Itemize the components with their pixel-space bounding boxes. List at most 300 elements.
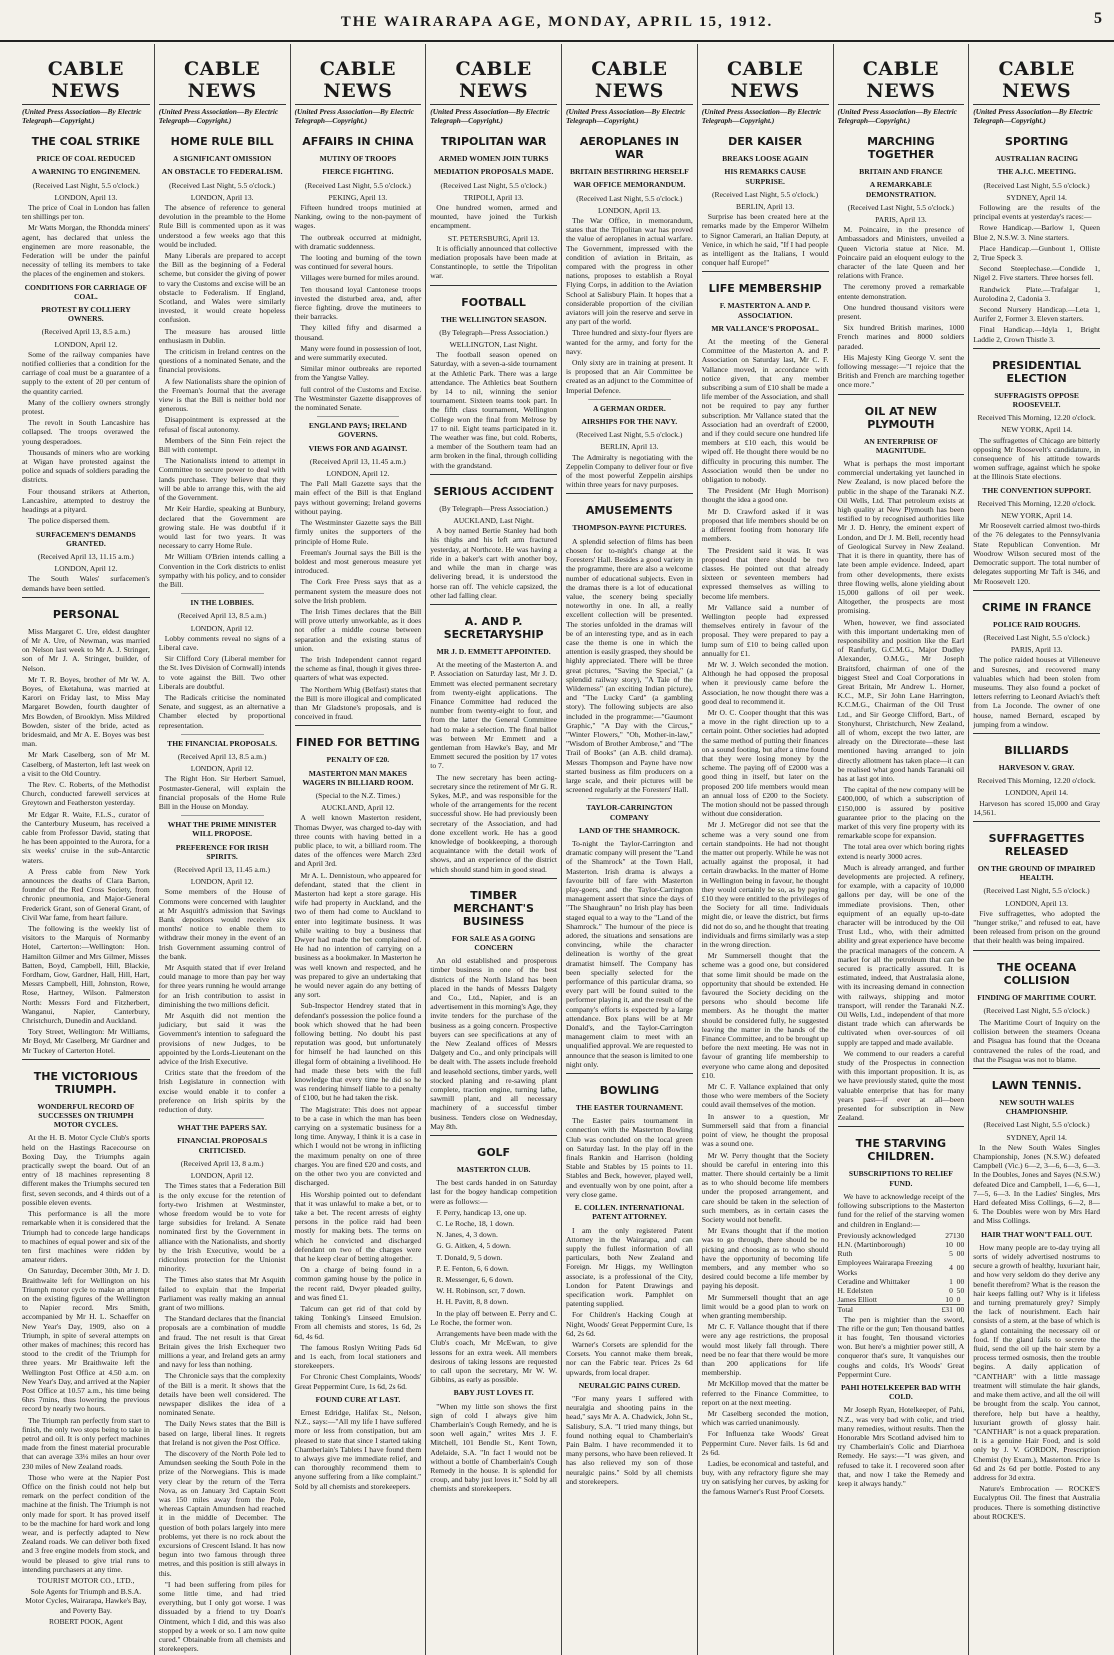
article-paragraph: C. Le Roche, 18, 1 down.: [436, 1219, 515, 1229]
article-subheading: PREFERENCE FOR IRISH SPIRITS.: [175, 842, 269, 861]
column-3: [290, 44, 426, 1655]
article-headline: TRIPOLITAN WAR: [440, 135, 547, 149]
dateline: PEKING, April 13.: [328, 192, 388, 202]
article-subheading: PAHI HOTELKEEPER BAD WITH COLD.: [840, 1382, 961, 1402]
dateline: SYDNEY, April 14.: [1006, 1132, 1067, 1142]
received-line: (Received Last Night, 5.5 o'clock.): [169, 180, 276, 190]
article-paragraph: The Times states that a Federation Bill is the only excuse for the retention of forty-two Irishmen at Westminster, whose freedom would be to vote for large subsidies for Ireland. A Senate nominated first by the Government in alliance with the Nationalists, and shortly by the Irish Executive, would be a ridiculous protection for the Unionist minority.: [158, 1181, 286, 1274]
article-paragraph: Warner's Corsets are splendid for the Corsets. You cannot make them break, nor can the Fabric tear. Prices 2s 6d upwards, from local draper.: [566, 1339, 693, 1377]
article-paragraph: Sir Clifford Cory (Liberal member for the St. Ives Division of Cornwall) intends to vote against the Bill. Two other Liberals are doubtful.: [158, 654, 286, 691]
article-paragraph: Mr William O'Brien intends calling a Convention in the Cork districts to enlist sympathy with his policy, and to consider the Bill.: [158, 552, 286, 589]
article-subheading: FIERCE FIGHTING.: [322, 167, 394, 177]
article-paragraph: Mr J. McGregor did not see that the scheme was a very sound one from certain standpoints. He had not thought the matter out properly. While he was not actually against the proposal, it had certain drawbacks. In the matter of Home in Wellington being in favour, he thought they would certainly be so, as by paying £10 they were entitled to the privileges of the Society for all time. Individuals might die, or leave the district, but firms did not do so, and he thought that treating individuals and firms similarly was a step in the wrong direction.: [701, 820, 829, 950]
article-subheading: WHAT THE PRIME MINISTER WILL PROPOSE.: [167, 820, 277, 839]
article-paragraph: Talcum can get rid of that cold by taking Tonking's Linseed Emulsion. From all chemists and stores, 1s 6d, 2s 6d, 4s 6d.: [294, 1303, 422, 1341]
table-cell: H.N. (Martinborough): [837, 1239, 906, 1249]
received-line: (Received April 13, 8.5 a.m.): [177, 611, 267, 621]
article-subheading: ENGLAND PAYS; IRELAND GOVERNS.: [308, 421, 407, 440]
article-paragraph: One hundred women, armed and mounted, have joined the Turkish encampment.: [430, 203, 557, 231]
article-headline: AEROPLANES IN WAR: [579, 135, 679, 162]
article-paragraph: The Rev. C. Roberts, of the Methodist Church, conducted farewell services at Greytown and Featherston yesterday.: [22, 779, 150, 808]
received-line: (Received Last Night, 5.5 o'clock.): [983, 632, 1090, 642]
received-line: (Received April 13, 11.45 a.m.): [309, 456, 406, 466]
received-line: (Special to the N.Z. Times.): [315, 790, 401, 800]
dateline: LONDON, April 13.: [1005, 898, 1069, 908]
article-subheading: AN OBSTACLE TO FEDERALISM.: [161, 167, 283, 177]
page-number: 5: [1094, 10, 1102, 27]
article-headline: THE VICTORIOUS TRIUMPH.: [33, 1069, 139, 1096]
article-subheading: CONDITIONS FOR CARRIAGE OF COAL.: [24, 282, 148, 301]
article-paragraph: Final Handicap.—Idyla 1, Bright Laddie 2, Crown Thistle 3.: [973, 325, 1100, 344]
article-paragraph: The police raided houses at Villeneuve and Suresnes, and recovered many valuables which had been stolen from museums. They also found a pocket of letters referring to Leonard Aviach's theft from La Joconde. The owner of one house, named Bernard, escaped by jumping from a window.: [973, 655, 1100, 729]
dateline: SYDNEY, April 14.: [1006, 192, 1067, 202]
article-paragraph: Mr W. Perry thought that the Society should be careful in entering into this matter. There should certainly be a limit as to who should become life members under the proposed arrangement, and care should be taken in the selection of such members, as in certain cases the Society would not benefit.: [701, 1150, 829, 1224]
article-paragraph: W. H. Robinson, scr, 7 down.: [436, 1286, 526, 1296]
article-paragraph: Mr Vallance said a number of Wellington people had expressed themselves entirely in favour of the proposal. They were prepared to pay a lump sum of £10 to being called upon annually for £1.: [701, 602, 829, 658]
article-divider: [430, 878, 557, 879]
dateline: LONDON, April 12.: [190, 764, 254, 774]
cable-news-heading: CABLE NEWS: [702, 58, 829, 105]
article-paragraph: Mr Keir Hardie, speaking at Bunbury, declared that the Government are growing stale. He was doubtful if it would last for two years. It was necessary to carry Home Rule.: [158, 504, 286, 551]
table-row: [838, 1277, 965, 1286]
table-total-row: [838, 1305, 965, 1315]
article-headline: FINED FOR BETTING: [295, 736, 420, 750]
article-paragraph: The Magistrate: This does not appear to be a case in which the man has been carrying on a systematic business for a long time. Anyway, I think it is a case in which I would not be wrong in inflicting the maximum penalty on one of three charges. You are fined £20 and costs, and on the other two you are convicted and discharged.: [294, 1104, 422, 1188]
table-row: [838, 1286, 965, 1295]
article-paragraph: The Standard declares that the financial proposals are a combination of muddle and fraud. The net result is that Great Britain gives the Irish Exchequer two millions a year, and Ireland gets an army and navy for less than nothing.: [158, 1314, 286, 1370]
article-paragraph: M. Poincaire, in the presence of Ambassadors and Ministers, unveiled a Queen Victoria statue at Nice. M. Poincaire paid an eloquent eulogy to the character of the late Queen and her relations with France.: [837, 225, 965, 281]
received-line: (Received Last Night, 5.5 o'clock.): [847, 202, 954, 212]
section-divider: [181, 1118, 264, 1119]
article-paragraph: R. Messenger, 6, 6 down.: [436, 1275, 514, 1285]
table-cell: 10: [945, 1239, 953, 1249]
section-divider: [181, 734, 264, 735]
table-cell: 0: [956, 1295, 961, 1305]
table-cell: 1: [949, 1276, 953, 1286]
article-paragraph: The looting and burning of the town was continued for several hours.: [294, 253, 422, 272]
article-paragraph: Many of the colliery owners strongly protest.: [22, 397, 150, 417]
article-paragraph: The Radicals criticise the nominated Senate, and suggest, as an alternative a Chamber elected by proportional representation.: [158, 692, 286, 730]
article-headline: HOME RULE BILL: [170, 135, 274, 149]
article-subheading: SURFACEMEN'S DEMANDS GRANTED.: [36, 529, 136, 548]
received-line: Received This Morning, 12.20 o'clock.: [977, 413, 1096, 423]
article-divider: [430, 285, 557, 286]
article-paragraph: Mr W. J. Welch seconded the motion. Although he had opposed the proposal when it previously came before the Association, he now thought there was a good deal to recommend it.: [701, 659, 829, 706]
received-line: (Received Last Night, 5.5 o'clock.): [983, 180, 1090, 190]
article-paragraph: T. Donald, 9, 5 down.: [436, 1252, 503, 1262]
press-credit-line: (United Press Association—By Electric Telegraph—Copyright.): [973, 107, 1093, 125]
table-cell: 0: [960, 1285, 965, 1295]
article-subheading: PRICE OF COAL REDUCED: [36, 154, 136, 164]
article-subheading: E. COLLEN. INTERNATIONAL PATENT ATTORNEY.: [574, 1203, 684, 1222]
article-subheading: A REMARKABLE DEMONSTRATION.: [865, 180, 936, 199]
article-paragraph: The pen is mightier than the sword, The rifle or the gun; Ten thousand battles it has fought, Ten thousand victories won. But here's a mightier power still, A conqueror that's sure, It vanquishes our coughs and colds, It's Woods' Great Peppermint Cure.: [837, 1314, 965, 1379]
article-headline: SPORTING: [1005, 135, 1069, 149]
article-paragraph: We commend to our readers a careful study of the Prospectus in connection with this important proposition. It is, as we have previously stated, quite the most valuable enterprise that has for many years past—if ever at all—been presented for subscription in New Zealand.: [837, 1048, 965, 1123]
article-paragraph: Mr McKillop moved that the matter be referred to the Finance Committee, to report on at the next meeting.: [701, 1379, 829, 1407]
article-paragraph: Mr Evans thought that if the motion was to go through, there should be no picking and choosing as to who should have the opportunity of becoming life members, and any member who so desired could become a life member by paying his deposit.: [701, 1226, 829, 1291]
article-divider: [838, 1126, 965, 1127]
article-headline: LAWN TENNIS.: [991, 1079, 1082, 1092]
article-paragraph: Mr Summersell thought that the scheme was a good one, but considered that some limit should be made on the opportunity that should be extended. He favoured the Society deciding on the persons who should become life members. As he thought the matter should be considered fully, he suggested leaving the matter in the hands of the Finance Committee, and to be brought up before the next meeting. He was not in favour of granting life membership to everyone who came along and deposited £10.: [701, 951, 829, 1080]
column-5: [561, 44, 697, 1655]
dateline: TRIPOLI, April 13.: [463, 192, 524, 202]
article-headline: BOWLING: [599, 1084, 659, 1098]
advert-signature: ROBERT POOK, Agent: [48, 1616, 123, 1626]
column-6: [697, 44, 833, 1655]
article-subheading: TAYLOR-CARRINGTON COMPANY: [586, 803, 673, 822]
article-paragraph: An old established and prosperous timber business in one of the best districts of the North Island has been placed in the hands of Messrs Dalgety and Co., Ltd., Napier, and is an advertisement in this morning's Age, they invite tenders for the purchase of the business as a going concern. Prospective buyers can see specifications at any of the New Zealand offices of Messrs Dalgety and Co., and only principals will be dealt with. The assets include freehold and leasehold sections, timber yards, well stocked planing and re-sawing plant complete, traction engine, turning lathe, sawmill plant, and all necessary machinery of a successful timber business. Tenders close on Wednesday, May 8th.: [430, 956, 557, 1131]
table-cell: 0: [960, 1262, 965, 1272]
table-cell: Employees Wairarapa Freezing Works: [837, 1258, 933, 1277]
article-paragraph: The criticism in Ireland centres on the questions of a nominated Senate, and the financial provisions.: [158, 347, 286, 375]
article-paragraph: Those who were at the Napier Post Office on the finish could not help but remark on the perfect condition of the machine at the finish. The Triumph is not only made for sport. It has proved itself to be the machine for hard work and long wear, and is perfectly adapted to New Zealand roads. We can deliver both fixed and 3 free engine models from stock, and would be pleased to give trial runs to intending purchasers at any time.: [22, 1472, 150, 1574]
article-paragraph: The best cards handed in on Saturday last for the bogey handicap competition were as follows:—: [430, 1178, 557, 1206]
article-headline: SERIOUS ACCIDENT: [433, 484, 554, 498]
article-paragraph: G. G. Aitken, 4, 5 down.: [436, 1241, 511, 1251]
article-paragraph: Nature's Embrocation — ROCKE'S Eucalyptus Oil. The finest that Australia produces. There is something distinctive about ROCKE'S.: [973, 1484, 1100, 1521]
article-divider: [838, 394, 965, 395]
received-line: (By Telegraph—Press Association.): [439, 327, 549, 337]
press-credit-line: (United Press Association—By Electric Telegraph—Copyright.): [22, 107, 142, 125]
article-paragraph: On a charge of being found in a common gaming house by the police in the recent raid, Dwyer pleaded guilty, and was fined £1.: [294, 1265, 422, 1302]
article-subheading: THE A.J.C. MEETING.: [997, 167, 1076, 177]
table-cell: £31: [941, 1305, 953, 1315]
article-subheading: MASTERTON MAN MAKES WAGERS IN BILLIARD ROOM.: [302, 768, 414, 787]
article-subheading: BRITAIN BESTIRRING HERSELF: [569, 167, 689, 177]
dateline: PARIS, April 13.: [1010, 645, 1063, 655]
article-paragraph: One hundred thousand visitors were present.: [837, 302, 965, 322]
received-line: (Received April 13, 8.5 a.m.): [41, 327, 131, 337]
article-paragraph: The Nationalists intend to attempt in Committee to secure power to deal with lands purchase. They believe that they will be able to arrange this, with the aid of the Government.: [158, 456, 286, 503]
cable-news-heading: CABLE NEWS: [295, 58, 422, 105]
table-cell: 0: [956, 1249, 961, 1259]
section-divider: [317, 416, 400, 417]
advert-signature: TOURIST MOTOR CO., LTD.,: [37, 1576, 135, 1586]
article-paragraph: Mr O. C. Cooper thought that this was a move in the right direction up to a certain point. Other societies had adopted the same method of putting their finances on a sound footing, but after a time found that they were losing money by the scheme. The paying off of £2000 was a good thing in itself, but later on the proposed 200 life members would mean an annual loss of £200 to the Society. The motion should not be passed through without due consideration.: [701, 707, 829, 819]
article-paragraph: The South Wales' surfacemen's demands have been settled.: [22, 574, 150, 593]
article-subheading: AN ENTERPRISE OF MAGNITUDE.: [863, 436, 938, 455]
section-divider: [181, 815, 264, 816]
received-line: Received This Morning, 12.20 o'clock.: [977, 498, 1096, 508]
received-line: (Received Last Night, 5.5 o'clock.): [576, 193, 683, 203]
table-cell: 0: [949, 1285, 953, 1295]
article-paragraph: Much is already arranged, and further developments are projected. A refinery, for example, with a capacity of 10,000 gallons per day, will be one of the immediate provisions. Then, other equipment of an equally up-to-date character will be introduced by the Oil Trust Ltd., who, with their admitted ability and great experience have become the practical managers of the concern. A market for all the petroleum that can be secured is practically assured. It is estimated, indeed, that Australasia alone, with its increasing demand in connection with railways, shipping and motor transport, will render the Taranaki N.Z. Oil Wells, Ltd., independent of that more distant trade which can afterwards be cultivated when over-sources of oil supply are tapped and made available.: [837, 862, 965, 1047]
table-cell: 0: [956, 1276, 961, 1286]
article-paragraph: We have to acknowledge receipt of the following subscriptions to the Masterton fund for the relief of the starving women and children in England:—: [837, 1191, 965, 1229]
article-subheading: HIS REMARKS CAUSE SURPRISE.: [724, 167, 806, 186]
dateline: AUCKLAND, April 12.: [321, 803, 395, 813]
article-paragraph: The Triumph ran perfectly from start to finish, the only two stops being to take in petrol and oil. It is only perfect machines made from the finest material procurable that can average 33¼ miles an hour over 230 miles of New Zealand roads.: [22, 1415, 150, 1471]
article-paragraph: Second Nursery Handicap.—Leta 1, Aurifer 2, Former 3. Eleven starters.: [973, 305, 1100, 324]
article-subheading: WONDERFUL RECORD OF SUCCESSES ON TRIUMPH MOTOR CYCLES.: [37, 1101, 135, 1130]
article-paragraph: The measure has aroused little enthusiasm in Dublin.: [158, 326, 286, 345]
article-paragraph: To-night the Taylor-Carrington and dramatic company will present the "Land of the Shamrock" at the Town Hall, Masterton. Irish drama is always a favourite bill of fare with Masterton play-goers, and the Taylor-Carrington management assert that since the days of "The Shaughraun" no Irish play has been staged equal to a way to the "Land of the Shamrock." The humour of the piece is adored, the situations and sensations are convincing, while the character delineation is worthy of the great dramatist himself. The Company has been specially selected for the performance of this particular drama, so every part will be found suited to the performer playing it, and the result of the company's efforts is expected by a large attendance. Box plans will be at Mr Donald's, and the Taylor-Carrington management claim to meet with an unqualified approval. We are requested to announce that the season is limited to one night only.: [566, 838, 693, 1069]
article-paragraph: This performance is all the more remarkable when it is considered that the Triumph had to concede large handicaps to machines of equal power and six of the ten first machines were ridden by amateur riders.: [22, 1209, 150, 1265]
table-cell: Total: [838, 1305, 942, 1315]
article-subheading: FOR SALE AS A GOING CONCERN: [451, 933, 536, 952]
article-subheading: THE EASTER TOURNAMENT.: [575, 1103, 683, 1113]
table-cell: Ceradine and Whittaker: [837, 1276, 910, 1286]
article-paragraph: Disappointment is expressed at the refusal of fiscal autonomy.: [158, 415, 286, 434]
article-paragraph: Surprise has been created here at the remarks made by the Emperor Wilhelm to Signor Camerari, an Italian Deputy, at Venice, in which he said, "If I had people as intelligent as the Italians, I would conquer half Europe!": [701, 212, 829, 268]
article-subheading: HARVESON V. GRAY.: [998, 762, 1075, 772]
article-paragraph: The Westminster Gazette says the Bill firmly unites the supporters of the principle of Home Rule.: [294, 518, 422, 546]
article-headline: MARCHING TOGETHER: [867, 135, 935, 162]
dateline: PARIS, April 13.: [875, 215, 927, 224]
cable-news-heading: CABLE NEWS: [566, 58, 693, 105]
received-line: (Received Last Night, 5.5 o'clock.): [576, 430, 683, 440]
cable-news-heading: CABLE NEWS: [430, 58, 557, 105]
received-line: (Received April 13, 11.15 a.m.): [37, 551, 134, 561]
article-subheading: ON THE GROUND OF IMPAIRED HEALTH.: [977, 863, 1096, 883]
article-paragraph: Six hundred British marines, 1000 French marines and 8000 soldiers paraded.: [837, 323, 965, 351]
received-line: (Received April 13, 8.5 a.m.): [177, 751, 267, 761]
article-paragraph: The absence of reference to general devolution in the preamble to the Home Rule Bill is commented upon as it was understood a few weeks ago that this would be included.: [158, 203, 286, 249]
dateline: LONDON, April 12.: [190, 1171, 254, 1181]
article-paragraph: "I had been suffering from piles for some little time, and had tried everything, but I only got worse. I was dissuaded by a friend to try Doan's Ointment, which I did, and this was also stopped by a week or so. I am now quite cured." Obtainable from all chemists and storekeepers.: [158, 1579, 286, 1654]
article-paragraph: The Admiralty is negotiating with the Zeppelin Company to deliver four or five of the most powerful Zeppelin airships within three years for navy purposes.: [566, 452, 693, 490]
table-cell: 5: [949, 1249, 953, 1259]
dateline: ST. PETERSBURG, April 13.: [447, 233, 540, 243]
article-headline: LIFE MEMBERSHIP: [708, 282, 822, 296]
article-subheading: HAIR THAT WON'T FALL OUT.: [981, 1229, 1093, 1239]
article-paragraph: For Influenza take Woods' Great Peppermint Cure. Never fails. 1s 6d and 2s 6d.: [701, 1429, 829, 1457]
article-paragraph: Members of the Sinn Fein reject the Bill with contempt.: [158, 435, 286, 455]
press-credit-line: (United Press Association—By Electric Telegraph—Copyright.): [294, 107, 414, 125]
article-paragraph: The President (Mr Hugh Morrison) thought the idea a good one.: [701, 486, 829, 505]
article-paragraph: Thousands of miners who are working at Wigan have protested against the police and squads of soldiers parading the districts.: [22, 447, 150, 485]
dateline: NEW YORK, April 14.: [1001, 511, 1073, 521]
article-paragraph: The Chronicle says that the complexity of the Bill is a merit. It shows that the details have been well considered. The newspaper dislikes the idea of a nominated Senate.: [158, 1371, 286, 1418]
dateline: LONDON, April 12.: [326, 469, 390, 479]
article-paragraph: Critics state that the freedom of the Irish Legislature in connection with excise would enable it to confer a preference on Irish spirits by the reduction of duty.: [158, 1068, 286, 1115]
article-paragraph: N. Janes, 4, 3 down.: [436, 1230, 498, 1240]
article-paragraph: The Irish Independent cannot regard the scheme as final, though it gives three-quarters of what was expected.: [294, 654, 422, 683]
article-subheading: PROTEST BY COLLIERY OWNERS.: [41, 305, 131, 324]
received-line: (Received Last Night, 5.5 o'clock.): [32, 180, 139, 190]
dateline: BERLIN, April 13.: [600, 442, 659, 452]
article-paragraph: The Northern Whig (Belfast) states that the Bill is more illogical and complicated than Mr Gladstone's proposals, and is conceived in fraud.: [294, 684, 422, 722]
table-cell: 0: [960, 1276, 965, 1286]
press-credit-line: (United Press Association—By Electric Telegraph—Copyright.): [158, 107, 279, 125]
article-subheading: MEDIATION PROPOSALS MADE.: [433, 167, 554, 177]
table-row: [838, 1258, 965, 1276]
article-divider: [973, 348, 1100, 349]
press-credit-line: (United Press Association—By Electric Telegraph—Copyright.): [430, 107, 550, 125]
column-8: [968, 44, 1104, 1655]
article-paragraph: The suffragettes of Chicago are bitterly opposing Mr Roosevelt's candidature, in consequence of his attitude towards women suffrage, against which he spoke at the Illinois State elections.: [973, 435, 1100, 482]
article-paragraph: Mr C. F. Vallance explained that only those who were members of the Society could avail themselves of the motion.: [701, 1082, 829, 1110]
dateline: NEW YORK, April 14.: [1001, 425, 1073, 435]
dateline: LONDON, April 12.: [190, 623, 254, 633]
article-headline: PRESIDENTIAL ELECTION: [992, 358, 1082, 385]
article-subheading: FINDING OF MARITIME COURT.: [977, 992, 1096, 1002]
article-headline: DER KAISER: [728, 135, 803, 149]
article-subheading: A WARNING TO ENGINEMEN.: [31, 167, 141, 177]
article-subheading: LAND OF THE SHAMROCK.: [578, 825, 680, 835]
article-subheading: VIEWS FOR AND AGAINST.: [308, 443, 408, 453]
article-subheading: BABY JUST LOVES IT.: [453, 1388, 534, 1398]
section-divider: [181, 593, 264, 594]
received-line: (Received April 13, 11.45 a.m.): [174, 865, 271, 874]
article-paragraph: The discovery of the North Pole led to Amundsen seeking the South Pole in the prize of the Norwegians. This is made very clear by the return of the Terra Nova, as on January 3rd Captain Scott was 150 miles away from the Pole, whereas Captain Amundsen had reached it in the middle of December. The question of both polars largely into mere problems, yet there is no rock about the excursions of Crescent Island. It has now begun into two famous through three metres, and this position is still always in this.: [158, 1448, 286, 1578]
dateline: LONDON, April 13.: [597, 205, 661, 215]
article-paragraph: On Saturday, December 30th, Mr J. D. Braithwaite left for Wellington on his Triumph motor cycle to make an attempt on the existing figures of the Wellington to Napier record. Mrs Smith, accompanied by Mr H. L. Schaeffer on New Year's Day, 1909, also on a Triumph, in spite of several attempts on other makes of machines; this record has stood to the credit of the Triumph for three years. Mr Braithwaite left the Wellington Post Office at 4.50 a.m. on New Year's Day, and arrived at the Napier Post Office at 10.57 a.m., his time being 6hrs 7mins, thus lowering the previous record by nearly two hours.: [22, 1266, 150, 1414]
cable-news-heading: CABLE NEWS: [838, 58, 965, 105]
table-cell: Previously acknowledged: [837, 1230, 916, 1240]
table-cell: 0: [960, 1230, 965, 1240]
dateline: BERLIN, April 13.: [736, 202, 795, 211]
article-paragraph: The following is the weekly list of visitors to the Marquis of Normanby Hotel, Carterton:—Wellington: Hon. Hamilton Gilmer and Mrs Gilmer, Misses Batten, Boyd, Campbell, Hill, Blackie, Fordham, Gow, Gardner, Hall, Hill, Hart, Messrs Campbell, Hill, Johnston, Rowe, Rose, Hartney, Wilson. Palmerston North: Messrs Ford and Fitzherbert, Wanganui, Napier, Canterbury, Christchurch, Dunedin and Auckland.: [22, 924, 150, 1026]
article-paragraph: In the play off between E. Perry and C. Le Roche, the former won.: [430, 1308, 557, 1327]
table-row: [838, 1240, 965, 1249]
article-paragraph: The total area over which boring rights extend is nearly 3000 acres.: [837, 842, 965, 861]
article-divider: [702, 271, 829, 272]
received-line: (Received Last Night, 5.5 o'clock.): [304, 180, 411, 190]
article-divider: [295, 725, 422, 726]
article-paragraph: The famous Roslyn Writing Pads 6d and 1s each, from local stationers and storekeepers.: [294, 1342, 422, 1371]
article-paragraph: In the New South Wales Singles Championship, Jones (N.S.W.) defeated Campbell (Vic.) 6—2, 3—6, 6—3, 6—3. In the Doubles, Jones and Sayes (N.S.W.) defeated Dice and Campbell, 1—6, 6—1, 7—5, 6—3. In the Ladies' Singles, Mrs Hard defeated Miss Collings, 6—2, 8—6. The Doubles were won by Mrs Hard and Miss Collings.: [973, 1142, 1100, 1226]
table-cell: 0: [960, 1239, 965, 1249]
column-7: [833, 44, 969, 1655]
dateline: LONDON, April 13.: [54, 192, 118, 202]
table-cell: 0: [953, 1305, 961, 1315]
column-4: [425, 44, 561, 1655]
article-headline: BILLIARDS: [1004, 743, 1069, 757]
received-line: (Received April 13, 8 a.m.): [180, 1158, 264, 1168]
article-paragraph: His Majesty King George V. sent the following message:—"I rejoice that the British and French are marching together once more.": [837, 352, 965, 390]
article-subheading: FOUND CURE AT LAST.: [315, 1394, 401, 1404]
article-paragraph: Ten thousand loyal Cantonese troops invested the disturbed area, and, after fierce fighting, drove the mutineers to their barracks.: [294, 284, 422, 322]
article-paragraph: A splendid selection of films has been chosen for to-night's change at the Foresters' Hall. Besides a good variety in the programme, there are also a welcome number of educational subjects. Even in the dramas there is a lot of educational value, the scenery being specially noteworthy in one. In all, a really excellent collection will be presented. The stories unfolded in the dramas will be of an interesting type, and as in each case the theme is one in which the attention is easily grasped, they should be highly appreciated. There will be three great pictures, "Saving the Special," (a splendid railway story), "A Tale of the Wilderness" (an exciting Indian picture), and "The Lucky Card" (a gambling story). The following subjects are also included in the programme:—"Gaumont Graphic," "A Day with the Circus," "Winter Flowers," "Oh, Mother-in-law," "Wisdom of Brother Ambrose," and "The Trail of Books" (an A.B. child drama). Messrs Thompson and Payne have now started business as film producers on a large scale, and their pictures will be screened regularly at the Foresters' Hall.: [566, 536, 693, 795]
article-paragraph: Mr T. R. Boyes, brother of Mr W. A. Boyes, of Eketahuna, was married at Karori on Friday last, to Miss May Margaret Bowden, fourth daughter of Mrs Bowden, of Brooklyn. Miss Mildred Bowden, sister of the bride, acted as bridesmaid, and Mr A. E. Boyes was best man.: [22, 674, 150, 749]
article-divider: [973, 821, 1100, 822]
received-line: (Received Last Night, 5.5 o'clock.): [712, 189, 819, 199]
article-subheading: A GERMAN ORDER.: [592, 403, 666, 413]
article-paragraph: Many Liberals are prepared to accept the Bill as the beginning of a Federal scheme, but consider the giving of power to vary the Customs and excise will be an obstacle to Federalism. If England, Scotland, and Wales were similarly invested, it would create hopeless confusion.: [158, 251, 286, 325]
article-paragraph: Sub-Inspector Hendrey stated that in defendant's possession the police found a book which showed that he had been following betting. No doubt his past reputation was good, but unfortunately for himself he had launched on this illegal form of obtaining a livelihood. He had made these bets with the full knowledge that every time he did so he was rendering himself liable to a penalty of £100, but he had taken the risk.: [294, 1001, 422, 1103]
received-line: (Received Last Night, 5.5 o'clock.): [440, 180, 547, 190]
article-paragraph: At the meeting of the General Committee of the Masterton A. and P. Association on Saturday last, Mr C. F. Vallance moved, in accordance with notice given, that any member subscribing a sum of £10 shall be made a life member of the Association, and shall not be required to pay any further subscription. Mr Vallance stated that the Association had an overdraft of £2000, and if they could secure one hundred life members at £10 each, this would be wiped off. He thought there would be no difficulty in procuring this number. The Association would then be under no obligation to nobody.: [701, 337, 829, 485]
article-paragraph: His Worship pointed out to defendant that it was unlawful to make a bet, or to take a bet. The recent arrests of eighty persons in the police raid had been mostly for making bets. The terms on which he convicted and discharged defendant on two of the charges were that he keep clear of betting altogether.: [294, 1189, 422, 1263]
article-divider: [22, 597, 150, 598]
table-row: [838, 1295, 965, 1305]
article-subheading: AUSTRALIAN RACING: [995, 154, 1079, 164]
article-paragraph: For Chronic Chest Complaints, Woods' Great Peppermint Cure, 1s 6d, 2s 6d.: [294, 1372, 422, 1391]
article-subheading: NEURALGIC PAINS CURED.: [578, 1380, 681, 1390]
article-headline: OIL AT NEW PLYMOUTH: [864, 404, 937, 431]
article-subheading: MASTERTON CLUB.: [456, 1165, 531, 1175]
article-paragraph: The War Office, in memorandum, states that the Tripolitan war has proved the value of aeroplanes in actual warfare. The Government, impressed with the condition of aviation in Britain, as compared with the progress in other nations, proposes to establish a Royal Flying Corps, in addition to the Aviation School at Salisbury Plain. It hopes that a considerable proportion of the civilian aviators will join the reserve and serve in any part of the world.: [566, 216, 693, 327]
press-credit-line: (United Press Association—By Electric Telegraph—Copyright.): [837, 107, 957, 125]
article-paragraph: Second Steeplechase.—Condide 1, Nigel 2. Five starters. Three horses fell.: [973, 264, 1100, 283]
article-paragraph: Mr A. L. Dennistoun, who appeared for defendant, stated that the client in Masterton had kept a store garage. His wife had property in Auckland, and the two of them had come to Auckland to enter into legitimate business. It was while waiting to buy a business that Dwyer had made the bet complained of. He had no intention of carrying on a business as a bookmaker. In Masterton he was well known and respected, and he was prepared to give an undertaking that he would never again do any betting of any sort.: [294, 870, 422, 1000]
article-paragraph: The football season opened on Saturday, with a seven-a-side tournament at the Athletic Park. There was a large attendance. The Athletics beat Southern by 14 to nil, winning the senior tournament. Sixteen teams took part. In the fifth class tournament, Wellington College won the final from Melrose by 17 to nil. Eight teams participated in it. The weather was fine, but cold. Roberts, a member of the Southern team had an arm broken in the final, through colliding with the grandstand.: [430, 350, 557, 470]
article-paragraph: A Press cable from New York announces the deaths of Clara Barton, founder of the Red Cross Society, from chronic pneumonia, and Major-General Frederick Grant, son of General Grant, of Civil War fame, from heart failure.: [22, 866, 150, 922]
article-divider: [973, 733, 1100, 734]
article-paragraph: Mr C. F. Vallance thought that if there were any age restrictions, the proposal would most likely fall through. There need be no fear that there would be more than 200 applications for life membership.: [701, 1322, 829, 1378]
table-cell: 27: [945, 1230, 953, 1240]
article-paragraph: A few Nationalists share the opinion of the Freeman's Journal that the average view is that the Bill is neither bold nor generous.: [158, 376, 286, 414]
article-paragraph: Mr Asquith stated that if ever Ireland could manage to more than pay her way for three years running he would arrange for an Irish contribution to assist in diminishing the two millions deficit.: [158, 963, 286, 1009]
article-paragraph: What is perhaps the most important commercial undertaking yet launched in New Zealand, is now placed before the public in the shape of the Taranaki N.Z. Oil Wells, Ltd. That petroleum exists at high quality at New Plymouth has been testified to by recognised authorities like Mr J. D. Henry, the eminent expert of London, and Dr J. M. Bell, recently head of Geological Survey in New Zealand. That it is there in quantity, there has of late been ample evidence. Indeed, apart from other developments, there exists three flowing wells, alone yielding about 15,000 gallons of oil per week. Altogether, the prospects are most promising.: [837, 459, 965, 616]
article-paragraph: Many were found in possession of loot, and were summarily executed.: [294, 343, 422, 363]
article-paragraph: A well known Masterton resident, Thomas Dwyer, was charged to-day with three counts with having betted in a public place, to wit, a billiard room. The dates of the offences were March 23rd and April 3rd.: [294, 813, 422, 869]
article-subheading: NEW SOUTH WALES CHAMPIONSHIP.: [999, 1098, 1075, 1117]
article-headline: TIMBER MERCHANT'S BUSINESS: [453, 888, 534, 928]
article-paragraph: H. H. Pavitt, 8, 8 down.: [436, 1297, 509, 1307]
article-headline: THE STARVING CHILDREN.: [855, 1137, 947, 1164]
table-row: [838, 1231, 965, 1240]
cable-news-heading: CABLE NEWS: [22, 58, 150, 105]
dateline: LONDON, April 13.: [190, 192, 254, 202]
article-subheading: SUBSCRIPTIONS TO RELIEF FUND.: [848, 1169, 953, 1188]
article-subheading: FINANCIAL PROPOSALS CRITICISED.: [177, 1136, 268, 1155]
article-divider: [430, 474, 557, 475]
subscription-table: [838, 1231, 965, 1315]
article-paragraph: A boy named Bertie Stanley had both his thighs and his left arm fractured yesterday, at Northcote. He was having a ride in a baker's cart with another boy, and while the man in charge was delivering bread, it is understood the horse ran off. The vehicle capsized, the other lad falling clear.: [430, 526, 557, 600]
article-paragraph: Some members of the House of Commons were concerned with laughter at Mr Asquith's admission that Savings Bank depositors would receive six months' notice to enable them to withdraw their money in the event of an Irish Government assuming control of the bank.: [158, 887, 286, 961]
article-paragraph: The Irish Times declares that the Bill will prove utterly unworkable, as it does not offer a middle course between separation and the existing status of union.: [294, 606, 422, 653]
article-headline: AFFAIRS IN CHINA: [302, 135, 414, 149]
article-subheading: WHAT THE PAPERS SAY.: [177, 1123, 267, 1133]
advert-signature: Sole Agents for Triumph and B.S.A. Motor Cycles, Wairarapa, Hawke's Bay, and Poverty Bay.: [25, 1587, 147, 1615]
table-cell: 5: [956, 1285, 961, 1295]
article-divider: [22, 1059, 150, 1060]
article-paragraph: Freeman's Journal says the Bill is the boldest and most generous measure yet introduced.: [294, 547, 422, 576]
article-paragraph: Mr Summersell thought that an age limit would be a good plan to work on when granting membership.: [701, 1292, 829, 1320]
article-divider: [566, 1073, 693, 1074]
newspaper-masthead-title: THE WAIRARAPA AGE, MONDAY, APRIL 15, 1912.: [340, 14, 774, 30]
article-paragraph: The Right Hon. Sir Herbert Samuel, Postmaster-General, will explain the financial proposals of the Home Rule Bill in the House on Monday.: [158, 774, 286, 811]
table-cell: 0: [960, 1249, 965, 1259]
table-cell: 0: [960, 1305, 965, 1315]
article-headline: CRIME IN FRANCE: [981, 600, 1092, 614]
article-paragraph: Mr Edgar R. Waite, F.L.S., curator of the Canterbury Museum, has received a cable from Professor David, stating that he has been appointed to the Aurora, for a six weeks' cruise in the sub-Antarctic waters.: [22, 809, 150, 865]
article-paragraph: Four thousand strikers at Atherton, Lancashire, attempted to destroy the headings at a pityard.: [22, 486, 150, 515]
received-line: (Received Last Night, 5.5 o'clock.): [983, 1120, 1090, 1130]
article-paragraph: Harveson has scored 15,000 and Gray 14,561.: [973, 798, 1100, 817]
table-cell: James Elliott: [837, 1295, 877, 1305]
article-paragraph: How many people are to-day trying all sorts of widely advertised nostrums to secure a growth of healthy, luxuriant hair, and how very seldom do they derive any benefit therefrom? What is the reason the hair keeps falling out? Why is it lifeless and turning prematurely grey? Simply the lack of nourishment. Each hair consists of a stem, at the base of which is a gland containing the necessary oil or food. If the gland fails to secrete the fluid, send the oil up the hair stem by a process termed osmosis, then the trouble begins. A daily application of "CANTHAR" with a little massage treatment will stimulate the hair glands, and make them active, and all the oil will be brought from the scalp. You cannot, therefore, help but have a healthy, luxuriant growth of glossy hair. "CANTHAR" is not a quack preparation. It is a genuine Hair Food, and is sold only by J. V. GORDON, Prescription Chemist (by Exam.), Masterton. Price 1s 6d and 2s 6d per bottle. Posted to any address for 3d extra.: [973, 1242, 1100, 1482]
article-paragraph: Mr Mark Caselberg, son of Mr M. Caselberg, of Masterton, left last week on a visit to the Old Country.: [22, 750, 150, 778]
article-paragraph: The Cork Free Press says that as a permanent system the measure does not solve the Irish problem.: [294, 577, 422, 605]
article-paragraph: Tory Street, Wellington: Mr Williams, Mr Boyd, Mr Caselberg, Mr Gardner and Mr Tuckey of Carterton Hotel.: [22, 1027, 150, 1055]
article-subheading: PENALTY OF £20.: [326, 755, 390, 765]
article-divider: [566, 493, 693, 494]
article-paragraph: Similar minor outbreaks are reported from the Yangtse Valley.: [294, 364, 422, 383]
received-line: (Received Last Night, 5.5 o'clock.): [983, 886, 1090, 896]
dateline: AUCKLAND, Last Night.: [453, 516, 534, 526]
article-paragraph: Miss Margaret C. Ure, eldest daughter of Mr A. Ure, of Newman, was married on Nelson last week to Mr A. J. Stringer, son of Mr J. A. Stringer, builder, of Nelson.: [22, 626, 150, 673]
received-line: Received This Morning, 12.20 o'clock.: [977, 776, 1096, 786]
article-subheading: THOMPSON-PAYNE PICTURES.: [572, 523, 687, 533]
masthead: [0, 0, 1114, 42]
article-paragraph: Some of the railway companies have notified collieries that a condition for the carriage of coal must be a guarantee of a supply to the extent of 20 per centum of the quantity carried.: [22, 349, 150, 396]
article-headline: THE COAL STRIKE: [31, 135, 141, 149]
table-cell: 10: [945, 1295, 953, 1305]
article-headline: THE OCEANA COLLISION: [997, 960, 1077, 987]
article-headline: A. AND P. SECRETARYSHIP: [443, 614, 544, 641]
article-divider: [430, 604, 557, 605]
dateline: LONDON, April 12.: [190, 877, 254, 887]
article-subheading: AIRSHIPS FOR THE NAVY.: [581, 417, 678, 427]
table-cell: 0: [956, 1262, 961, 1272]
newspaper-columns: [18, 44, 1104, 1654]
article-paragraph: Ernest Edridge, Halifax St., Nelson, N.Z., says:—"All my life I have suffered more or less from constipation, but am pleased to state that since I started taking Chamberlain's Tablets I have found them to always give me immediate relief, and can thoroughly recommend them to anyone suffering from a like complaint." Sold by all chemists and storekeepers.: [294, 1407, 422, 1491]
article-subheading: BRITAIN AND FRANCE: [859, 167, 943, 177]
